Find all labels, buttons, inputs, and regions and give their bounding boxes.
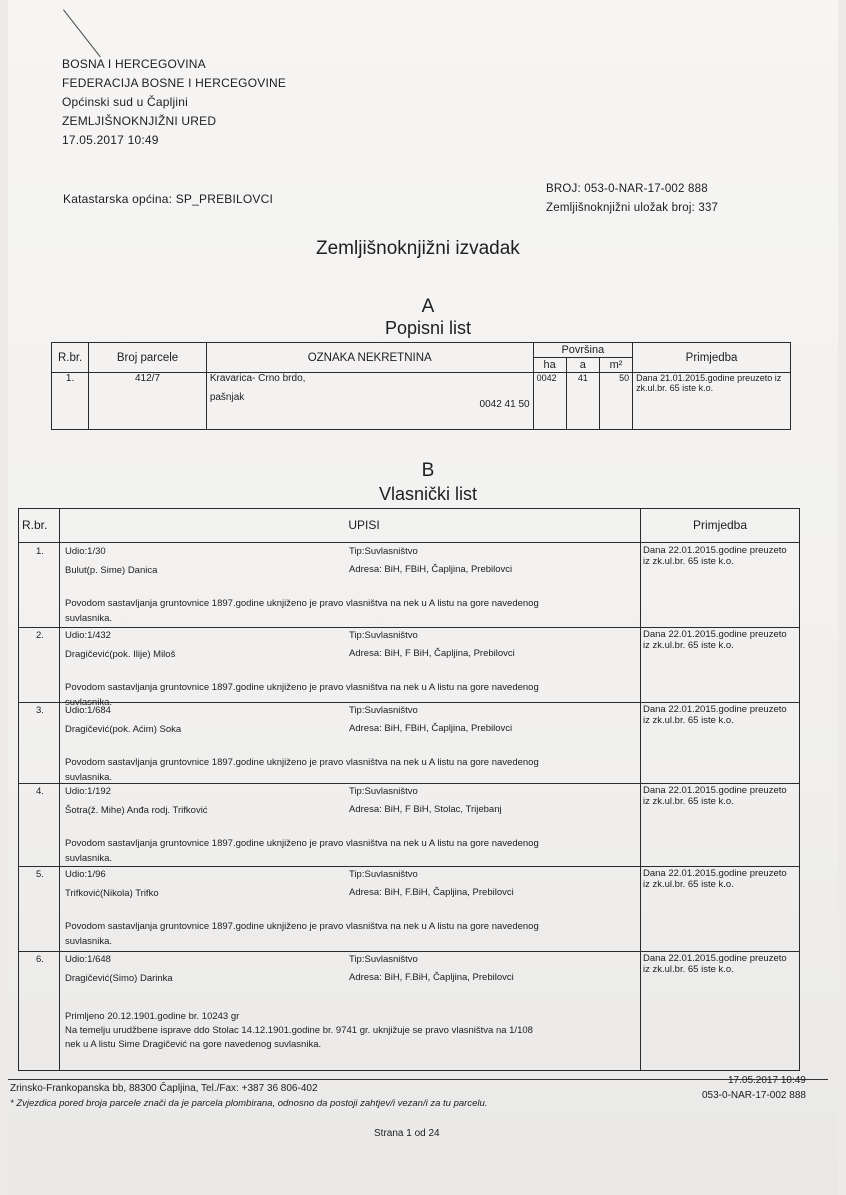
table-row — [19, 627, 799, 708]
entry-note-line1: Povodom sastavljanja gruntovnice 1897.godine uknjiženo je pravo vlasništva na nek u A listu na gore navedenog — [65, 598, 539, 609]
entry-tip: Tip:Suvlasništvo — [349, 546, 418, 557]
vlasnicki-list-table — [18, 508, 800, 1071]
row-divider — [19, 783, 799, 784]
entry-rbr: 2. — [36, 630, 44, 641]
table-row — [52, 373, 791, 430]
entry-note-line1: Primljeno 20.12.1901.godine br. 10243 gr — [65, 1011, 240, 1022]
entry-udio: Udio:1/96 — [65, 869, 106, 880]
entry-adresa: Adresa: BiH, F BiH, Čapljina, Prebilovci — [349, 648, 515, 659]
entry-rbr: 3. — [36, 705, 44, 716]
header-court: Općinski sud u Čapljini — [62, 95, 188, 109]
entry-note-line2: suvlasnika. — [65, 936, 112, 947]
col-a: a — [566, 358, 599, 373]
oznaka-area: 0042 41 50 — [479, 399, 530, 410]
section-a-title: Popisni list — [384, 318, 472, 338]
header-datetime: 17.05.2017 10:49 — [62, 133, 159, 147]
entry-rbr: 6. — [36, 954, 44, 965]
footer-datetime: 17.05.2017 10:49 — [728, 1075, 806, 1086]
col-rbr: R.br. — [22, 518, 48, 532]
cell-rbr: 1. — [52, 373, 89, 430]
oznaka-line2: pašnjak — [209, 392, 245, 403]
entry-adresa: Adresa: BiH, F.BiH, Čapljina, Prebilovci — [349, 887, 514, 898]
document-page — [8, 0, 838, 1195]
ulozak-label: Zemljišnoknjižni uložak broj: 337 — [546, 202, 719, 214]
header-federation: FEDERACIJA BOSNE I HERCEGOVINE — [62, 76, 287, 90]
entry-primjedba: Dana 22.01.2015.godine preuzeto iz zk.ul.br. 65 iste k.o. — [643, 545, 787, 567]
entry-rbr: 4. — [36, 786, 44, 797]
entry-owner-name: Šotra(ž. Mihe) Anđa rodj. Trifković — [65, 805, 208, 816]
page-number: Strana 1 od 24 — [374, 1128, 440, 1139]
entry-tip: Tip:Suvlasništvo — [349, 630, 418, 641]
entry-note-line1: Povodom sastavljanja gruntovnice 1897.godine uknjiženo je pravo vlasništva na nek u A listu na gore navedenog — [65, 757, 539, 768]
entry-adresa: Adresa: BiH, FBiH, Čapljina, Prebilovci — [349, 723, 513, 734]
entry-note-line1: Povodom sastavljanja gruntovnice 1897.godine uknjiženo je pravo vlasništva na nek u A listu na gore navedenog — [65, 921, 539, 932]
table-row — [19, 543, 799, 627]
reference-block — [546, 180, 718, 218]
header-block — [62, 55, 286, 150]
cell-m2: 50 — [599, 373, 632, 430]
entry-note-line2: suvlasnika. — [65, 772, 112, 783]
entry-note-line3: nek u A listu Sime Dragičević na gore navedenog suvlasnika. — [65, 1039, 322, 1050]
entry-tip: Tip:Suvlasništvo — [349, 954, 418, 965]
section-b-title: Vlasnički list — [378, 484, 478, 504]
col-ha: ha — [533, 358, 566, 373]
col-primjedba: Primjedba — [692, 518, 748, 532]
cell-a: 41 — [566, 373, 599, 430]
table-header — [19, 509, 799, 543]
table-row — [19, 866, 799, 951]
broj-label: BROJ: 053-0-NAR-17-002 888 — [546, 183, 708, 195]
entry-note-line2: suvlasnika. — [65, 853, 112, 864]
entry-udio: Udio:1/684 — [65, 705, 111, 716]
entry-primjedba: Dana 22.01.2015.godine preuzeto iz zk.ul.br. 65 iste k.o. — [643, 785, 787, 807]
entry-udio: Udio:1/192 — [65, 786, 111, 797]
entry-adresa: Adresa: BiH, F BiH, Stolac, Trijebanj — [349, 804, 502, 815]
entry-note-line1: Povodom sastavljanja gruntovnice 1897.godine uknjiženo je pravo vlasništva na nek u A listu na gore navedenog — [65, 838, 539, 849]
table-row — [19, 783, 799, 866]
table-row — [19, 951, 799, 1070]
entry-owner-name: Dragičević(Simo) Darinka — [65, 973, 173, 984]
entry-tip: Tip:Suvlasništvo — [349, 869, 418, 880]
entry-primjedba: Dana 22.01.2015.godine preuzeto iz zk.ul.br. 65 iste k.o. — [643, 629, 787, 651]
document-title: Zemljišnoknjižni izvadak — [316, 238, 520, 259]
cell-primjedba: Dana 21.01.2015.godine preuzeto iz zk.ul.br. 65 iste k.o. — [633, 373, 791, 430]
col-broj-parcele: Broj parcele — [89, 343, 207, 373]
col-primjedba: Primjedba — [633, 343, 791, 373]
col-rbr: R.br. — [52, 343, 89, 373]
section-b-letter: B — [421, 460, 435, 481]
footer-broj: 053-0-NAR-17-002 888 — [702, 1090, 806, 1101]
entry-owner-name: Bulut(p. Sime) Danica — [65, 565, 158, 576]
entry-note-line2: Na temelju urudžbene isprave ddo Stolac 14.12.1901.godine br. 9741 gr. uknjižuje se pravo vlasništva na 1/108 — [65, 1025, 533, 1036]
entry-primjedba: Dana 22.01.2015.godine preuzeto iz zk.ul.br. 65 iste k.o. — [643, 953, 787, 975]
entry-tip: Tip:Suvlasništvo — [349, 786, 418, 797]
row-divider — [19, 627, 799, 628]
footer-address: Zrinsko-Frankopanska bb, 88300 Čapljina, Tel./Fax: +387 36 806-402 — [10, 1083, 318, 1094]
popisni-list-table — [51, 342, 791, 430]
entry-rbr: 5. — [36, 869, 44, 880]
footer-divider — [8, 1079, 828, 1080]
cell-oznaka — [206, 373, 533, 430]
row-divider — [19, 702, 799, 703]
entry-udio: Udio:1/432 — [65, 630, 111, 641]
col-upisi: UPISI — [348, 518, 380, 532]
entry-owner-name: Dragičević(pok. Aćim) Soka — [65, 724, 182, 735]
footer-note: * Zvjezdica pored broja parcele znači da je parcela plombirana, odnosno da postoji zahtjev/i vezan/i za tu parcelu. — [10, 1098, 488, 1109]
entry-adresa: Adresa: BiH, F.BiH, Čapljina, Prebilovci — [349, 972, 514, 983]
row-divider — [19, 866, 799, 867]
entry-udio: Udio:1/648 — [65, 954, 111, 965]
cell-broj-parcele: 412/7 — [89, 373, 207, 430]
oznaka-line1: Kravarica- Crno brdo, — [209, 373, 306, 384]
entry-rbr: 1. — [36, 546, 44, 557]
cadastral-label: Katastarska općina: SP_PREBILOVCI — [63, 192, 274, 206]
header-office: ZEMLJIŠNOKNJIŽNI URED — [62, 114, 217, 128]
header-country: BOSNA I HERCEGOVINA — [62, 57, 206, 71]
entry-note-line2: suvlasnika. — [65, 697, 112, 708]
cell-ha: 0042 — [533, 373, 566, 430]
entry-primjedba: Dana 22.01.2015.godine preuzeto iz zk.ul.br. 65 iste k.o. — [643, 868, 787, 890]
col-povrsina: Površina — [533, 343, 633, 358]
section-a-letter: A — [421, 296, 435, 317]
col-m2: m² — [599, 358, 632, 373]
entry-adresa: Adresa: BiH, FBiH, Čapljina, Prebilovci — [349, 564, 513, 575]
row-divider — [19, 951, 799, 952]
entry-note-line1: Povodom sastavljanja gruntovnice 1897.godine uknjiženo je pravo vlasništva na nek u A listu na gore navedenog — [65, 682, 539, 693]
entry-udio: Udio:1/30 — [65, 546, 106, 557]
entry-primjedba: Dana 22.01.2015.godine preuzeto iz zk.ul.br. 65 iste k.o. — [643, 704, 787, 726]
pen-mark — [63, 9, 101, 57]
entry-owner-name: Dragičević(pok. Ilije) Miloš — [65, 649, 176, 660]
col-oznaka: OZNAKA NEKRETNINA — [206, 343, 533, 373]
table-row — [19, 702, 799, 783]
entry-owner-name: Trifković(Nikola) Trifko — [65, 888, 159, 899]
entry-tip: Tip:Suvlasništvo — [349, 705, 418, 716]
entry-note-line2: suvlasnika. — [65, 613, 112, 624]
